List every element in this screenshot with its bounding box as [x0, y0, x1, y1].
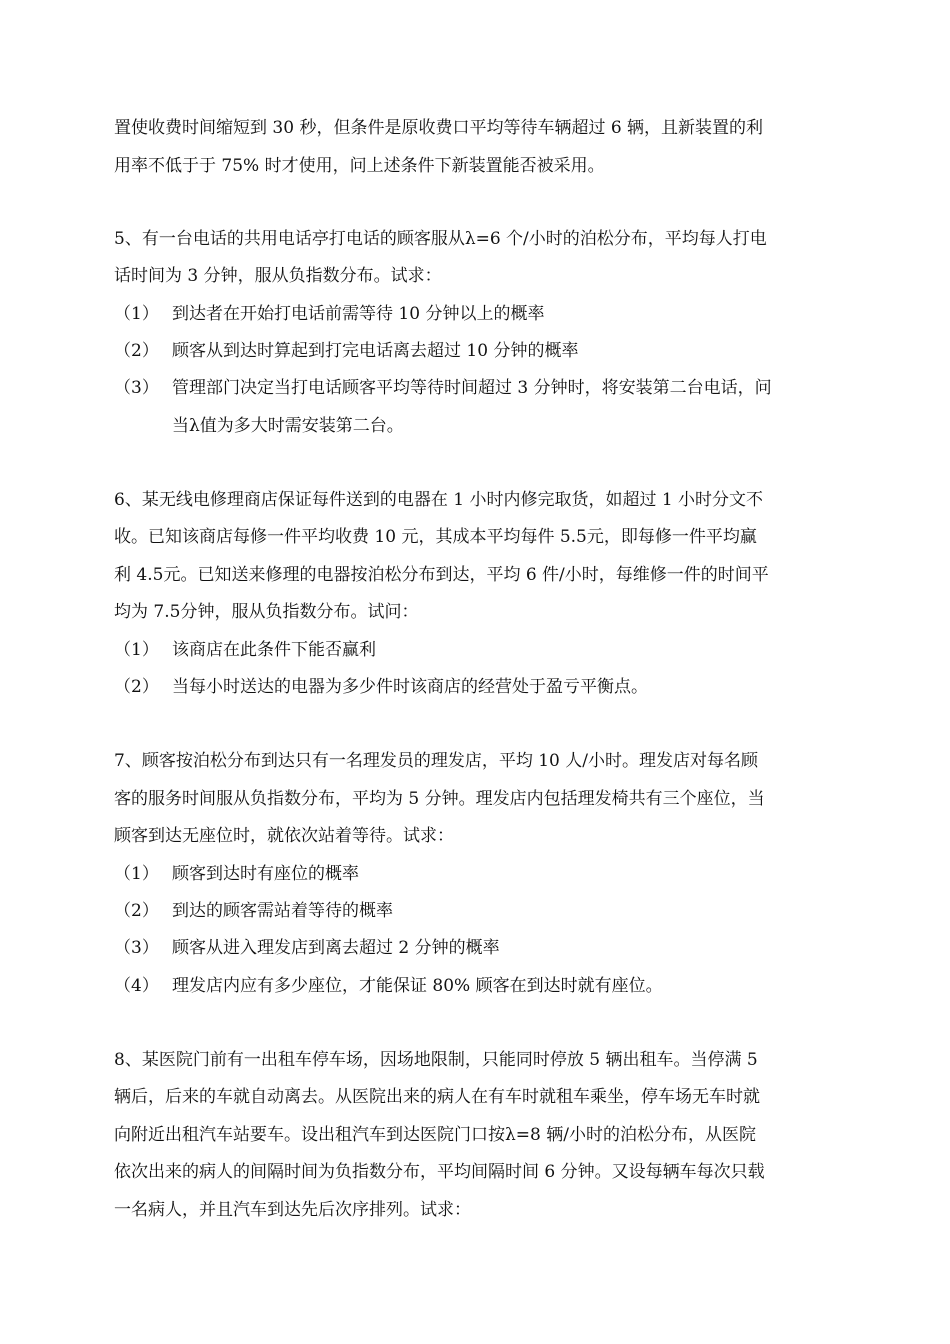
list-item-text: 顾客从到达时算起到打完电话离去超过 10 分钟的概率: [172, 341, 579, 361]
list-item-number: （3）: [114, 938, 159, 958]
paragraph-line: 用率不低于于 75% 时才使用，问上述条件下新装置能否被采用。: [114, 156, 605, 176]
list-item-text: 理发店内应有多少座位，才能保证 80% 顾客在到达时就有座位。: [172, 976, 663, 996]
list-item-text: 当每小时送达的电器为多少件时该商店的经营处于盈亏平衡点。: [172, 677, 648, 697]
paragraph-line: 客的服务时间服从负指数分布，平均为 5 分钟。理发店内包括理发椅共有三个座位，当: [114, 789, 765, 809]
paragraph-line: 8、某医院门前有一出租车停车场，因场地限制，只能同时停放 5 辆出租车。当停满 5: [114, 1050, 758, 1070]
list-item-text: 到达者在开始打电话前需等待 10 分钟以上的概率: [172, 304, 545, 324]
list-item: [114, 677, 648, 697]
paragraph-line: 均为 7.5分钟，服从负指数分布。试问：: [114, 602, 419, 622]
list-item-continuation: 当λ值为多大时需安装第二台。: [172, 416, 404, 436]
list-item: [114, 640, 376, 660]
paragraph-line: 6、某无线电修理商店保证每件送到的电器在 1 小时内修完取货，如超过 1 小时分文不: [114, 490, 764, 510]
list-item-text: 该商店在此条件下能否赢利: [172, 640, 376, 660]
paragraph-line: 7、顾客按泊松分布到达只有一名理发员的理发店，平均 10 人/小时。理发店对每名顾: [114, 751, 758, 771]
list-item-text: 管理部门决定当打电话顾客平均等待时间超过 3 分钟时，将安装第二台电话，问: [172, 378, 772, 398]
list-item-number: （1）: [114, 640, 159, 660]
paragraph-line: 收。已知该商店每修一件平均收费 10 元，其成本平均每件 5.5元，即每修一件平均赢: [114, 527, 757, 547]
list-item-number: （4）: [114, 976, 159, 996]
list-item-number: （2）: [114, 901, 159, 921]
list-item-text: 到达的顾客需站着等待的概率: [172, 901, 393, 921]
list-item-text: 顾客从进入理发店到离去超过 2 分钟的概率: [172, 938, 500, 958]
list-item-number: （1）: [114, 864, 159, 884]
list-item-number: （2）: [114, 677, 159, 697]
list-item: [114, 976, 663, 996]
list-item-text: 顾客到达时有座位的概率: [172, 864, 359, 884]
paragraph-line: 向附近出租汽车站要车。设出租汽车到达医院门口按λ=8 辆/小时的泊松分布，从医院: [114, 1125, 756, 1145]
list-item: [114, 304, 544, 324]
list-item: [114, 864, 359, 884]
paragraph-line: 一名病人，并且汽车到达先后次序排列。试求：: [114, 1200, 471, 1220]
list-item: [114, 378, 772, 398]
list-item-number: （3）: [114, 378, 159, 398]
list-item-number: （2）: [114, 341, 159, 361]
list-item: [114, 341, 578, 361]
paragraph-line: 利 4.5元。已知送来修理的电器按泊松分布到达，平均 6 件/小时，每维修一件的时间平: [114, 565, 769, 585]
paragraph-line: 置使收费时间缩短到 30 秒，但条件是原收费口平均等待车辆超过 6 辆，且新装置的利: [114, 118, 764, 138]
paragraph-line: 依次出来的病人的间隔时间为负指数分布，平均间隔时间 6 分钟。又设每辆车每次只载: [114, 1162, 765, 1182]
paragraph-line: 5、有一台电话的共用电话亭打电话的顾客服从λ=6 个/小时的泊松分布，平均每人打电: [114, 229, 767, 249]
list-item: [114, 938, 500, 958]
list-item: [114, 901, 393, 921]
paragraph-line: 辆后，后来的车就自动离去。从医院出来的病人在有车时就租车乘坐，停车场无车时就: [114, 1087, 760, 1107]
paragraph-line: 顾客到达无座位时，就依次站着等待。试求：: [114, 826, 454, 846]
paragraph-line: 话时间为 3 分钟，服从负指数分布。试求：: [114, 266, 442, 286]
list-item-number: （1）: [114, 304, 159, 324]
